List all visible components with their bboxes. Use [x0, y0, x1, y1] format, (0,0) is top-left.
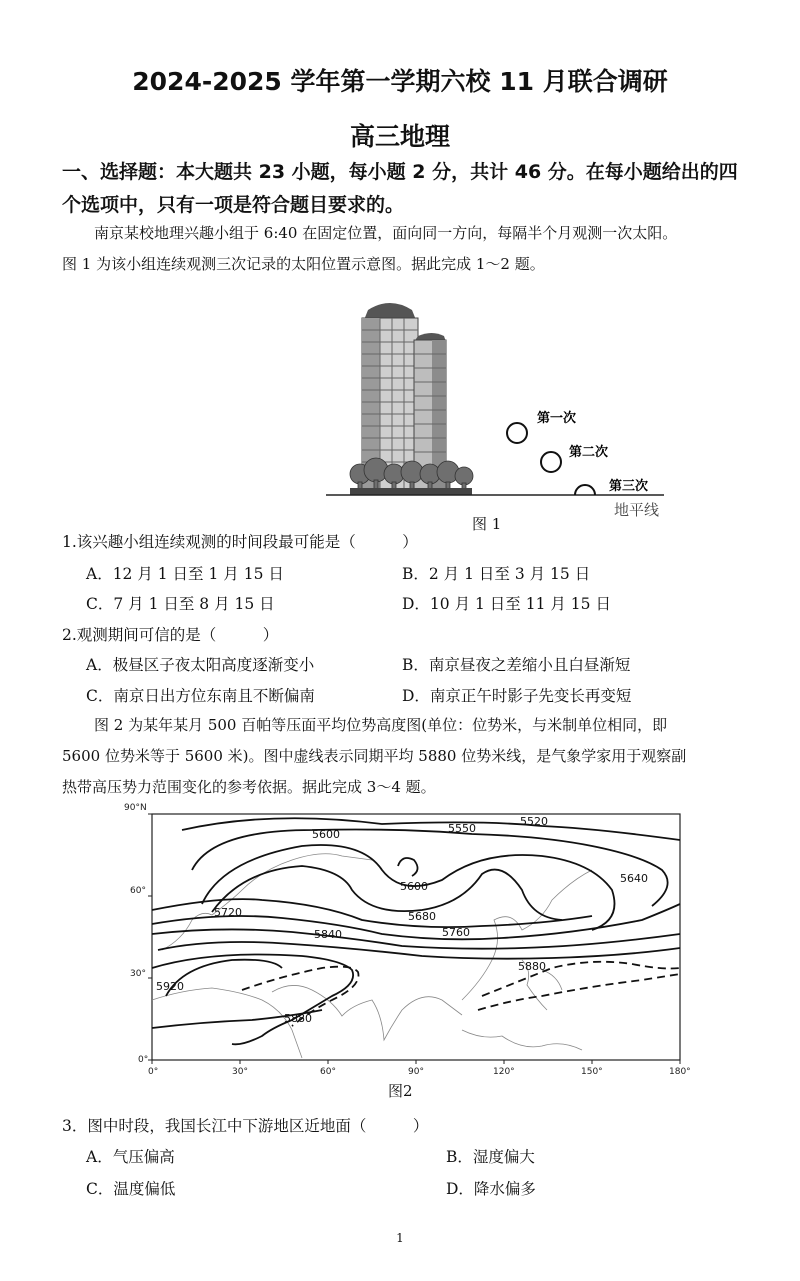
lat-label-90: 90°N [124, 803, 147, 813]
q3-option-a: A．气压偏高 [86, 1148, 175, 1166]
lat-label-30: 30° [130, 969, 146, 979]
q2-option-d: D．南京正午时影子先变长再变短 [402, 687, 632, 705]
section-heading-line2: 个选项中，只有一项是符合题目要求的。 [62, 194, 405, 216]
lon-label-180: 180° [669, 1067, 691, 1077]
q2-option-c: C．南京日出方位东南且不断偏南 [86, 687, 315, 705]
horizon-label: 地平线 [614, 501, 660, 519]
sun-icon-first [507, 423, 527, 443]
contour-label-5640: 5640 [620, 872, 648, 885]
contour-label-5880-a: 5880 [518, 960, 546, 973]
contour-label-5760: 5760 [442, 926, 470, 939]
contour-label-5880-b: 5880 [284, 1012, 312, 1025]
lon-label-0: 0° [148, 1067, 159, 1077]
lat-label-60: 60° [130, 886, 146, 896]
subject-title: 高三地理 [349, 122, 450, 151]
intro2-line3: 热带高压势力范围变化的参考依据。据此完成 3～4 题。 [62, 778, 436, 796]
sun-label-third: 第三次 [609, 479, 649, 494]
contour-label-5600-b: 5600 [400, 880, 428, 893]
q1-option-b: B．2 月 1 日至 3 月 15 日 [402, 565, 591, 583]
q1-option-c: C．7 月 1 日至 8 月 15 日 [86, 595, 275, 613]
sun-icon-third [575, 485, 595, 495]
section-heading [62, 156, 742, 222]
figure2-caption: 图2 [388, 1082, 413, 1100]
sun-label-first: 第一次 [537, 411, 577, 426]
sun-icon-second [541, 452, 561, 472]
q3-option-d: D．降水偏多 [446, 1180, 536, 1198]
contour-label-5550: 5550 [448, 822, 476, 835]
contour-label-5840: 5840 [314, 928, 342, 941]
contour-label-5680: 5680 [408, 910, 436, 923]
contour-label-5720: 5720 [214, 906, 242, 919]
figure2-map [122, 800, 698, 1080]
lon-label-60: 60° [320, 1067, 336, 1077]
exam-title: 2024-2025 学年第一学期六校 11 月联合调研 [132, 67, 668, 96]
lon-label-120: 120° [493, 1067, 515, 1077]
sun-label-second: 第二次 [569, 445, 609, 460]
q2-stem: 2.观测期间可信的是（ ） [62, 626, 279, 644]
lon-label-90: 90° [408, 1067, 424, 1077]
lon-label-30: 30° [232, 1067, 248, 1077]
intro1-line1: 南京某校地理兴趣小组于 6:40 在固定位置，面向同一方向，每隔半个月观测一次太阳。 [94, 224, 678, 242]
q1-option-a: A．12 月 1 日至 1 月 15 日 [86, 565, 284, 583]
section-heading-line1: 一、选择题：本大题共 23 小题，每小题 2 分，共计 46 分。在每小题给出的四 [62, 161, 738, 183]
q2-option-b: B．南京昼夜之差缩小且白昼渐短 [402, 656, 631, 674]
q3-option-b: B．湿度偏大 [446, 1148, 535, 1166]
intro2-line1: 图 2 为某年某月 500 百帕等压面平均位势高度图(单位：位势米，与米制单位相同，即 [94, 716, 668, 734]
figure1-illustration [320, 296, 680, 522]
q3-stem: 3．图中时段，我国长江中下游地区近地面（ ） [62, 1117, 429, 1135]
contour-label-5600-a: 5600 [312, 828, 340, 841]
contour-label-5520: 5520 [520, 815, 548, 828]
page-number: 1 [396, 1231, 404, 1245]
intro2-line2: 5600 位势米等于 5600 米)。图中虚线表示同期平均 5880 位势米线，是气象学家用于观察副 [62, 747, 687, 765]
q1-option-d: D．10 月 1 日至 11 月 15 日 [402, 595, 611, 613]
figure1-caption: 图 1 [472, 515, 502, 533]
q1-stem: 1.该兴趣小组连续观测的时间段最可能是（ ） [62, 533, 418, 551]
contour-label-5920: 5920 [156, 980, 184, 993]
intro1-line2: 图 1 为该小组连续观测三次记录的太阳位置示意图。据此完成 1～2 题。 [62, 255, 545, 273]
lat-label-0: 0° [138, 1055, 149, 1065]
q3-option-c: C．温度偏低 [86, 1180, 176, 1198]
q2-option-a: A．极昼区子夜太阳高度逐渐变小 [86, 656, 315, 674]
lon-label-150: 150° [581, 1067, 603, 1077]
